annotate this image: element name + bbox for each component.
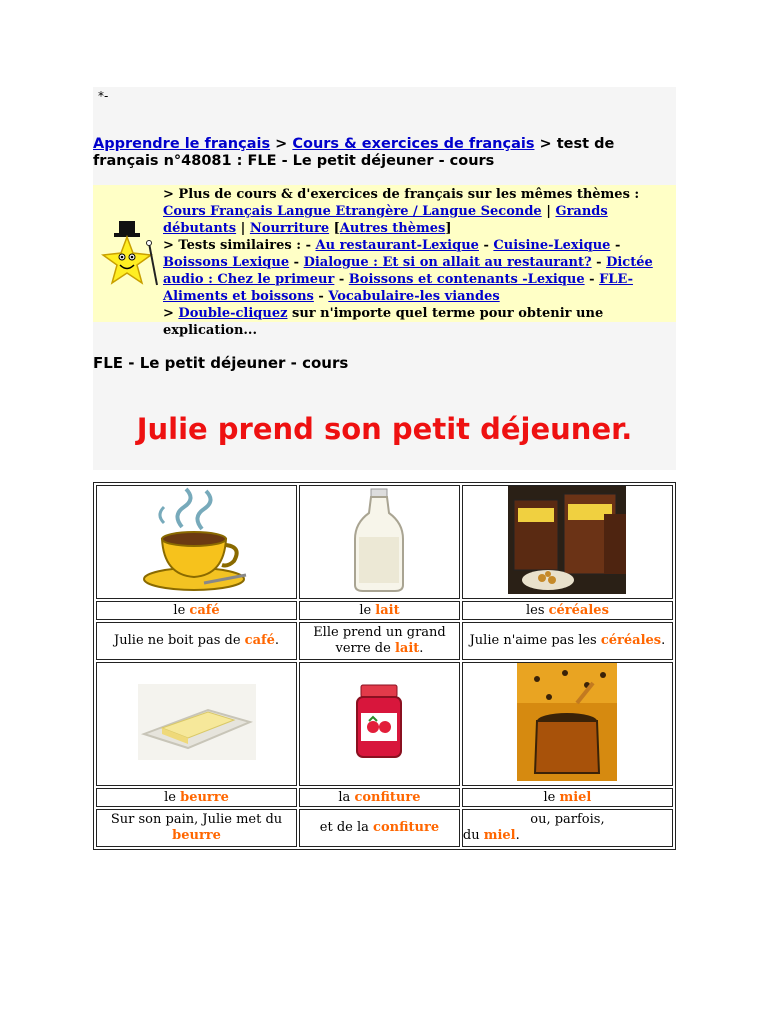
keyword-text: beurre: [180, 790, 229, 805]
word-label-beurre: [96, 788, 297, 807]
sentence-text: Elle prend un grand verre de: [313, 625, 446, 656]
link-similar-test[interactable]: FLE-Aliments et boissons: [163, 272, 633, 304]
keyword-text: café: [244, 633, 275, 648]
cereal-boxes-image: [508, 486, 626, 594]
breadcrumb-separator: >: [270, 136, 293, 152]
section-title: FLE - Le petit déjeuner - cours: [93, 354, 349, 372]
sentence-text: Sur son pain, Julie met du: [110, 812, 283, 827]
link-autres-themes[interactable]: Autres thèmes: [339, 221, 446, 236]
sentence-cell: [299, 809, 460, 847]
link-similar-test[interactable]: Boissons Lexique: [163, 255, 290, 270]
link-double-cliquez[interactable]: Double-cliquez: [178, 306, 288, 321]
info-line3-prefix: >: [163, 306, 179, 321]
coffee-cup-image: [142, 487, 252, 593]
sentence-text: Julie ne boit pas de: [114, 633, 245, 648]
table-row: [96, 809, 673, 847]
info-box: [93, 185, 676, 338]
sentence-text: .: [661, 633, 666, 648]
info-separator: -: [584, 272, 600, 287]
jam-jar-image: [351, 683, 407, 761]
keyword-text: céréales: [600, 633, 662, 648]
top-marker: *-: [98, 89, 109, 103]
star-mascot-icon: [93, 185, 163, 322]
honey-jar-image: [517, 663, 617, 781]
keyword-text: céréales: [548, 603, 609, 618]
keyword-text: confiture: [354, 790, 421, 805]
info-separator: |: [236, 221, 250, 236]
table-cell: [299, 662, 460, 786]
info-separator: -: [478, 238, 494, 253]
article-text: les: [525, 603, 549, 618]
link-similar-test[interactable]: Dictée audio : Chez le primeur: [163, 255, 653, 287]
table-cell: [462, 485, 673, 599]
keyword-text: beurre: [172, 828, 221, 843]
article-text: le: [164, 790, 181, 805]
butter-dish-image: [138, 684, 256, 760]
link-similar-test[interactable]: Boissons et contenants -Lexique: [348, 272, 585, 287]
sentence-cell: [96, 809, 297, 847]
word-label-cereales: [462, 601, 673, 620]
info-separator: -: [334, 272, 349, 287]
sentence-cell: [299, 622, 460, 660]
sentence-text: ou, parfois,: [530, 812, 605, 827]
info-text: [163, 185, 658, 338]
sentence-cell: [462, 809, 673, 847]
keyword-text: café: [189, 603, 220, 618]
keyword-text: confiture: [373, 820, 440, 835]
sentence-text: .: [274, 633, 279, 648]
breadcrumb: [93, 119, 676, 185]
link-grands-debutants[interactable]: Grands débutants: [163, 204, 608, 236]
info-line3-suffix: sur n'importe quel terme pour obtenir une explication...: [163, 306, 604, 338]
table-cell: [299, 485, 460, 599]
sentence-cell: [96, 622, 297, 660]
table-row: [96, 622, 673, 660]
link-similar-test[interactable]: Cuisine-Lexique: [493, 238, 611, 253]
breadcrumb-link-apprendre[interactable]: Apprendre le français: [93, 136, 271, 152]
table-row: [96, 788, 673, 807]
main-title: Julie prend son petit déjeuner.: [136, 412, 633, 446]
table-cell: [96, 485, 297, 599]
link-similar-test[interactable]: Dialogue : Et si on allait au restaurant?: [303, 255, 592, 270]
breadcrumb-current: > test de français n°48081 : FLE - Le petit déjeuner - cours: [93, 136, 615, 169]
link-nourriture[interactable]: Nourriture: [249, 221, 330, 236]
table-row: [96, 662, 673, 786]
article-text: le: [173, 603, 190, 618]
word-label-cafe: [96, 601, 297, 620]
table-cell: [462, 662, 673, 786]
sentence-text: et de la: [319, 820, 374, 835]
sentence-text: Julie n'aime pas les: [469, 633, 601, 648]
info-separator: -: [610, 238, 621, 253]
milk-bottle-image: [349, 487, 409, 593]
link-cours-fle[interactable]: Cours Français Langue Etrangère / Langue Seconde: [163, 204, 542, 219]
sentence-text: .: [419, 641, 424, 656]
sentence-text: du: [462, 828, 484, 843]
word-label-lait: [299, 601, 460, 620]
page-container: [93, 87, 676, 470]
table-row: [96, 485, 673, 599]
info-bracket: [: [329, 221, 340, 236]
sentence-text: .: [515, 828, 520, 843]
article-text: le: [359, 603, 376, 618]
table-row: [96, 601, 673, 620]
keyword-text: lait: [394, 641, 420, 656]
word-label-confiture: [299, 788, 460, 807]
table-cell: [96, 662, 297, 786]
vocabulary-table: [93, 482, 676, 850]
info-line1-prefix: > Plus de cours & d'exercices de français sur les mêmes thèmes :: [163, 187, 640, 202]
info-separator: -: [591, 255, 607, 270]
breadcrumb-link-cours[interactable]: Cours & exercices de français: [292, 136, 535, 152]
link-similar-test[interactable]: Vocabulaire-les viandes: [328, 289, 500, 304]
keyword-text: miel: [559, 790, 592, 805]
sentence-cell: [462, 622, 673, 660]
info-line2-prefix: > Tests similaires : -: [163, 238, 316, 253]
link-similar-test[interactable]: Au restaurant-Lexique: [315, 238, 479, 253]
info-separator: -: [289, 255, 304, 270]
info-bracket: ]: [445, 221, 452, 236]
word-label-miel: [462, 788, 673, 807]
keyword-text: lait: [375, 603, 400, 618]
keyword-text: miel: [483, 828, 516, 843]
info-separator: |: [541, 204, 556, 219]
article-text: le: [543, 790, 560, 805]
info-separator: -: [313, 289, 329, 304]
article-text: la: [338, 790, 355, 805]
